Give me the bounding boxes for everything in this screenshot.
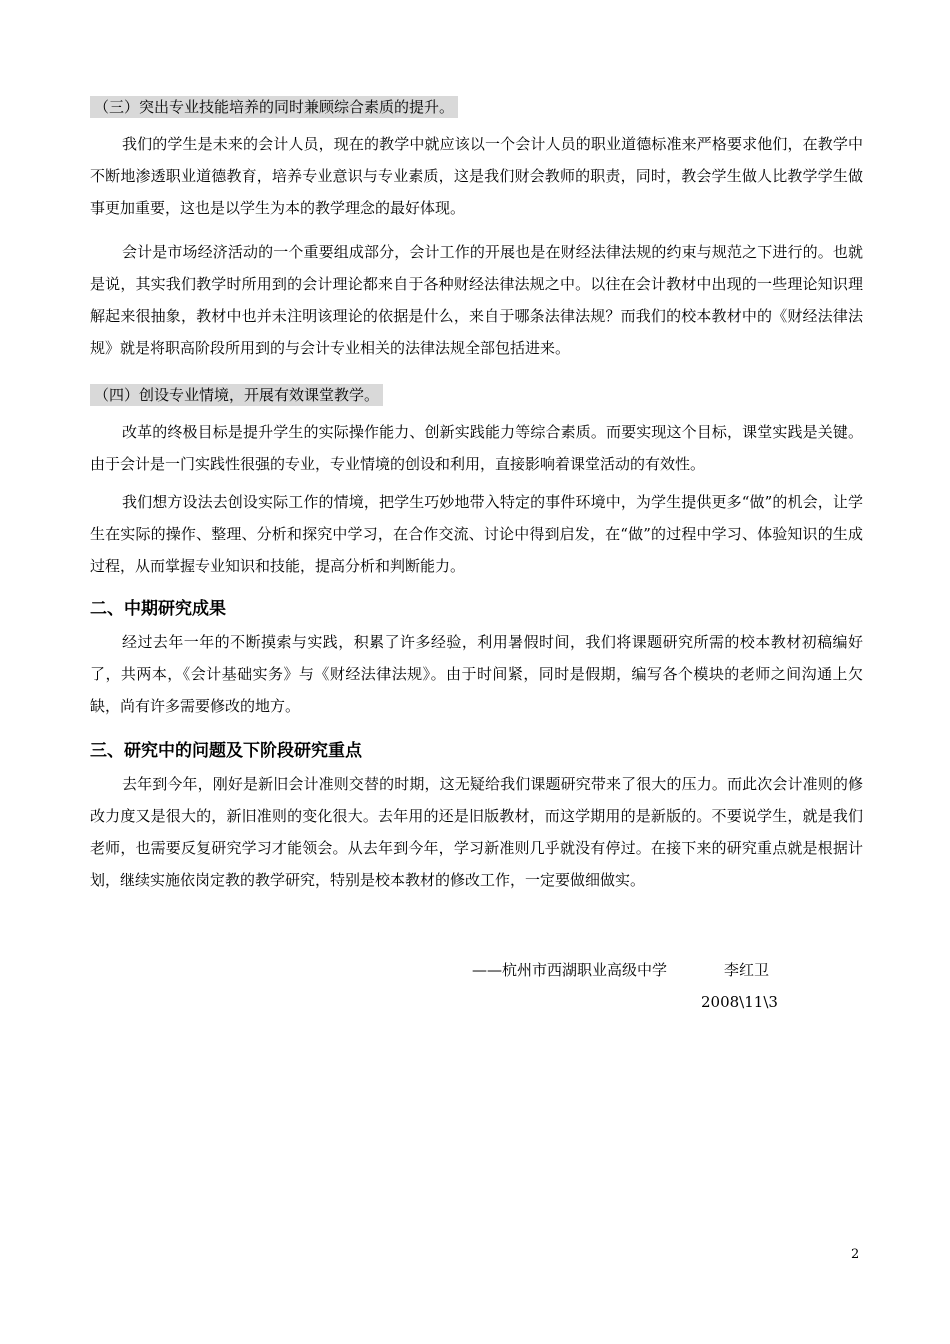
signature-organization: ——杭州市西湖职业高级中学 <box>472 961 668 979</box>
section-heading-problems-next-stage: 三、研究中的问题及下阶段研究重点 <box>90 741 362 761</box>
section-heading-midterm-results: 二、中期研究成果 <box>90 599 226 619</box>
signature-date: 2008\11\3 <box>701 993 778 1011</box>
subsection-heading-4: （四）创设专业情境，开展有效课堂教学。 <box>90 384 383 406</box>
subsection-heading-3: （三）突出专业技能培养的同时兼顾综合素质的提升。 <box>90 96 458 118</box>
paragraph-finance-law: 会计是市场经济活动的一个重要组成部分，会计工作的开展也是在财经法律法规的约束与规范之下进行的。也就是说，其实我们教学时所用到的会计理论都来自于各种财经法律法规之中。以往在会计教材中出现的一些理论知识理解起来很抽象，教材中也并未注明该理论的依据是什么，来自于哪条法律法规？而我们的校本教材中的《财经法律法规》就是将职高阶段所用到的与会计专业相关的法律法规全部包括进来。 <box>90 243 863 357</box>
paragraph-work-situation: 我们想方设法去创设实际工作的情境，把学生巧妙地带入特定的事件环境中，为学生提供更多“做”的机会，让学生在实际的操作、整理、分析和探究中学习，在合作交流、讨论中得到启发，在“做”的过程中学习、体验知识的生成过程，从而掌握专业知识和技能，提高分析和判断能力。 <box>90 493 863 575</box>
paragraph-reform-goal: 改革的终极目标是提升学生的实际操作能力、创新实践能力等综合素质。而要实现这个目标，课堂实践是关键。由于会计是一门实践性很强的专业，专业情境的创设和利用，直接影响着课堂活动的有效性。 <box>90 423 863 473</box>
paragraph-professional-ethics: 我们的学生是未来的会计人员，现在的教学中就应该以一个会计人员的职业道德标准来严格要求他们，在教学中不断地渗透职业道德教育，培养专业意识与专业素质，这是我们财会教师的职责，同时，教会学生做人比教学学生做事更加重要，这也是以学生为本的教学理念的最好体现。 <box>90 135 863 217</box>
signature-author: 李红卫 <box>724 961 770 979</box>
paragraph-problems-next-stage: 去年到今年，刚好是新旧会计准则交替的时期，这无疑给我们课题研究带来了很大的压力。而此次会计准则的修改力度又是很大的，新旧准则的变化很大。去年用的还是旧版教材，而这学期用的是新版的。不要说学生，就是我们老师，也需要反复研究学习才能领会。从去年到今年，学习新准则几乎就没有停过。在接下来的研究重点就是根据计划，继续实施依岗定教的教学研究，特别是校本教材的修改工作，一定要做细做实。 <box>90 775 863 889</box>
page-number: 2 <box>851 1247 860 1262</box>
paragraph-midterm-results: 经过去年一年的不断摸索与实践，积累了许多经验，利用暑假时间，我们将课题研究所需的校本教材初稿编好了，共两本，《会计基础实务》与《财经法律法规》。由于时间紧，同时是假期，编写各个模块的老师之间沟通上欠缺，尚有许多需要修改的地方。 <box>90 633 863 715</box>
